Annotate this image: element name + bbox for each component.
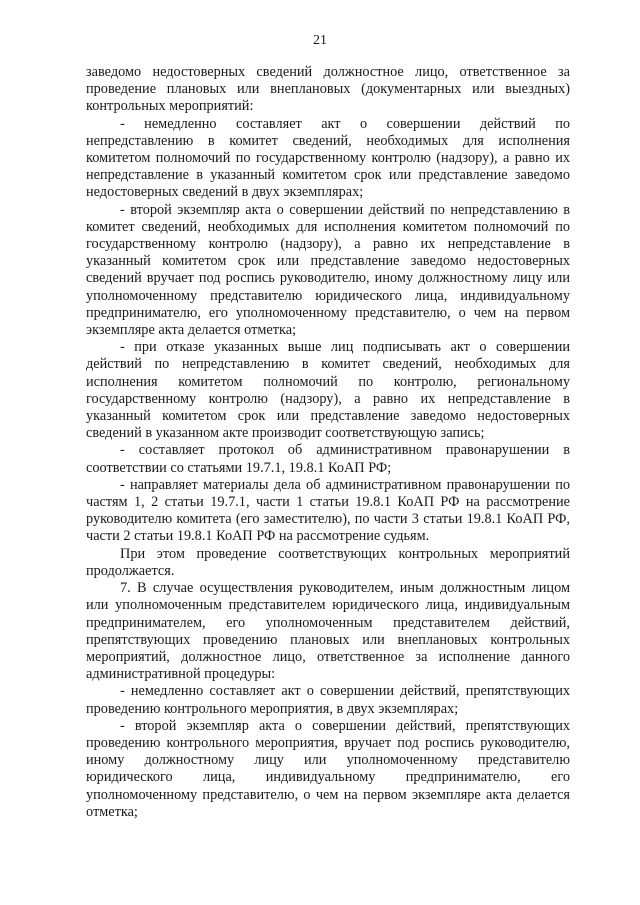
paragraph-10: - второй экземпляр акта о совершении действий, препятствующих проведению контрольного мероприятия, вручает под роспись руководителю, иному должностному лицу или уполномоченному представителю юридического лица, индивидуальному предпринимателю, его уполномоченному представителю, о чем на первом экземпляре акта делается отметка; xyxy=(86,717,570,820)
document-body xyxy=(86,64,570,821)
paragraph-1: заведомо недостоверных сведений должностное лицо, ответственное за проведение плановых или внеплановых (документарных или выездных) контрольных мероприятий: xyxy=(86,64,570,115)
page-number: 21 xyxy=(313,33,327,48)
paragraph-4: - при отказе указанных выше лиц подписывать акт о совершении действий по непредставлению в комитет сведений, необходимых для исполнения комитетом полномочий по контролю, региональному государственному контролю (надзору), а равно их непредставление в указанный комитетом срок или представление заведомо недостоверных сведений в указанном акте производит соответствующую запись; xyxy=(86,339,570,442)
paragraph-2: - немедленно составляет акт о совершении действий по непредставлению в комитет сведений, необходимых для исполнения комитетом полномочий по государственному контролю (надзору), а равно их непредставление в указанный комитетом срок или представление заведомо недостоверных сведений в двух экземплярах; xyxy=(86,115,570,201)
paragraph-6: - направляет материалы дела об административном правонарушении по частям 1, 2 статьи 19.7.1, части 1 статьи 19.8.1 КоАП РФ на рассмотрение руководителю комитета (его заместителю), по части 3 статьи 19.8.1 КоАП РФ, части 2 статьи 19.8.1 КоАП РФ на рассмотрение судьям. xyxy=(86,476,570,545)
paragraph-3: - второй экземпляр акта о совершении действий по непредставлению в комитет сведений, необходимых для исполнения комитетом полномочий по государственному контролю (надзору), а равно их непредставление в указанный комитетом срок или представление заведомо недостоверных сведений вручает под роспись руководителю, иному должностному лицу или уполномоченному представителю юридического лица, индивидуальному предпринимателю, его уполномоченному представителю, о чем на первом экземпляре акта делается отметка; xyxy=(86,201,570,339)
paragraph-9: - немедленно составляет акт о совершении действий, препятствующих проведению контрольного мероприятия, в двух экземплярах; xyxy=(86,683,570,717)
paragraph-5: - составляет протокол об административном правонарушении в соответствии со статьями 19.7.1, 19.8.1 КоАП РФ; xyxy=(86,442,570,476)
paragraph-7: При этом проведение соответствующих контрольных мероприятий продолжается. xyxy=(86,545,570,579)
paragraph-8: 7. В случае осуществления руководителем, иным должностным лицом или уполномоченным представителем юридического лица, индивидуальным предпринимателем, его уполномоченным представителем действий, препятствующих проведению плановых или внеплановых контрольных мероприятий, должностное лицо, ответственное за исполнение данного административной процедуры: xyxy=(86,580,570,683)
